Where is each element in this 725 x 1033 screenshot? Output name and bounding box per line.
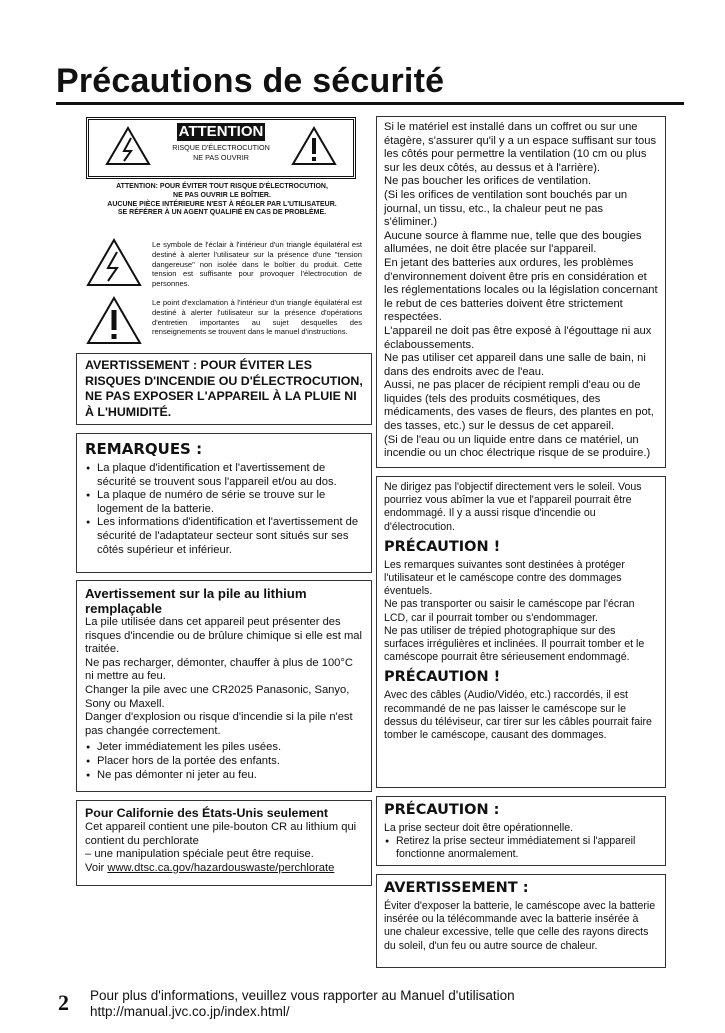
california-para-1: Cet appareil contient une pile-bouton CR au lithium qui contient du perchlorate	[85, 821, 357, 847]
plug-heading: PRÉCAUTION :	[384, 802, 500, 818]
exclamation-warning-icon	[291, 126, 337, 166]
remarques-box	[76, 433, 372, 573]
list-item: ● Jeter immédiatement les piles usées.	[85, 741, 363, 755]
page-title: Précautions de sécurité	[56, 62, 445, 100]
lithium-para-1: La pile utilisée dans cet appareil peut présenter des risques d'incendie ou de brûlure chimique si elle est mal traitée.	[85, 616, 362, 656]
lithium-list	[85, 741, 363, 782]
plug-precaution-box	[376, 796, 666, 866]
california-heading: Pour Californie des États-Unis seulement	[85, 806, 329, 820]
installation-para-8: Aussi, ne pas placer de récipient rempli d'eau ou de liquides (tels des produits cosmétiques, des médicaments, des vases de fleurs, des plantes en pot, des tasses, etc.) sur le dessus de cet appareil.	[384, 379, 654, 433]
lithium-box	[76, 580, 372, 792]
exclamation-description: Le point d'exclamation à l'intérieur d'un triangle équilatéral est destiné à alerter l'utilisateur sur la présence d'opérations d'entretien importantes au sujet desquelles des renseignements se trouvent dans le manuel d'instructions.	[152, 298, 362, 337]
footer-line-1: Pour plus d'informations, veuillez vous rapporter au Manuel d'utilisation	[90, 988, 515, 1003]
sun-para-2: Les remarques suivantes sont destinées à protéger l'utilisateur et le caméscope contre des dommages éventuels.	[384, 558, 625, 598]
plug-list	[384, 835, 658, 861]
california-box	[76, 800, 372, 886]
installation-para-9: (Si de l'eau ou un liquide entre dans ce matériel, un incendie ou un choc électrique risque de se produire.)	[384, 433, 651, 460]
installation-para-6: L'appareil ne doit pas être exposé à l'égouttage ni aux éclaboussements.	[384, 324, 652, 351]
page-number: 2	[58, 990, 69, 1015]
lithium-heading: Avertissement sur la pile au lithium remplaçable	[85, 586, 307, 616]
lightning-triangle-icon	[86, 238, 142, 288]
list-item: ● Ne pas démonter ni jeter au feu.	[85, 769, 363, 783]
list-item: ● La plaque d'identification et l'avertissement de sécurité se trouvent sous l'appareil et/ou au dos.	[85, 462, 363, 489]
exclamation-triangle-icon	[86, 296, 142, 346]
warn-line-1: POUR ÉVITER TOUT RISQUE D'ÉLECTROCUTION,	[157, 183, 328, 190]
installation-para-2: Ne pas boucher les orifices de ventilation.	[384, 175, 592, 188]
warn-line-4: SE RÉFÉRER À UN AGENT QUALIFIÉ EN CAS DE PROBLÈME.	[117, 209, 327, 217]
installation-para-5: En jetant des batteries aux ordures, les problèmes d'environnement doivent être pris en considération et les réglementations locales ou la législation concernant le rebut de ces batteries doivent être strictement respectées.	[384, 256, 658, 324]
attention-bold: ATTENTION:	[116, 183, 158, 190]
footer-text	[90, 988, 515, 1020]
sun-para-3: Ne pas transporter ou saisir le caméscope par l'écran LCD, car il pourrait tomber ou s'endommager.	[384, 598, 635, 624]
attention-warning-text	[86, 183, 358, 218]
sun-para-4: Ne pas utiliser de trépied photographique sur des surfaces irrégulières et inclinées. Il pourrait tomber et le caméscope pourrait être sérieusement endommagé.	[384, 624, 645, 664]
shock-line-2: NE PAS OUVRIR	[193, 153, 249, 162]
installation-box	[376, 116, 666, 468]
list-item: ● Placer hors de la portée des enfants.	[85, 755, 363, 769]
precaution-heading-2: PRÉCAUTION !	[384, 669, 501, 686]
installation-para-4: Aucune source à flamme nue, telle que des bougies allumées, ne doit être placée sur l'appareil.	[384, 229, 642, 256]
remarques-list	[85, 462, 363, 557]
installation-para-1: Si le matériel est installé dans un coffret ou sur une étagère, s'assurer qu'il y a un espace suffisant sur tous les côtés pour permettre la ventilation (10 cm ou plus sur les deux côtés, au dessus et à l'arrière).	[384, 121, 657, 174]
lightning-description: Le symbole de l'éclair à l'intérieur d'un triangle équilatéral est destiné à alerter l'utilisateur sur la présence d'une "tension dangereuse" non isolée dans le boîtier du produit. Cette tension est suffisante pour provoquer l'électrocution de personnes.	[152, 240, 362, 289]
installation-para-3: (Si les orifices de ventilation sont bouchés par un journal, un tissu, etc., la chaleur peut ne pas s'éliminer.)	[384, 188, 628, 229]
title-rule	[56, 102, 684, 105]
california-para-2: – une manipulation spéciale peut être requise.	[85, 848, 314, 861]
attention-label: ATTENTION	[178, 123, 264, 140]
remarques-heading: REMARQUES :	[85, 440, 203, 458]
lithium-para-3: Changer la pile avec une CR2025 Panasonic, Sanyo, Sony ou Maxell.	[85, 683, 350, 710]
lithium-para-4: Danger d'explosion ou risque d'incendie si la pile n'est pas changée correctement.	[85, 711, 353, 737]
shock-line-1: RISQUE D'ÉLECTROCUTION	[172, 143, 270, 152]
warn-line-2: NE PAS OUVRIR LE BOÎTIER.	[173, 191, 271, 199]
precaution-heading-1: PRÉCAUTION !	[384, 538, 501, 555]
list-item: ● La plaque de numéro de série se trouve sur le logement de la batterie.	[85, 489, 363, 516]
attention-banner	[86, 117, 356, 179]
sun-para-1: Ne dirigez pas l'objectif directement vers le soleil. Vous pourriez vous abîmer la vue et l'appareil pourrait être endommagé. Il y a aussi risque d'incendie ou d'électrocution.	[384, 481, 642, 533]
lithium-para-2: Ne pas recharger, démonter, chauffer à plus de 100°C ni mettre au feu.	[85, 656, 353, 683]
battery-warning-box	[376, 874, 666, 968]
plug-para-1: La prise secteur doit être opérationnelle.	[384, 822, 574, 834]
voir-label: Voir	[85, 861, 108, 874]
battery-para-1: Éviter d'exposer la batterie, le caméscope avec la batterie insérée ou la télécommande avec la batterie insérée à une chaleur excessive, telle que celle des rayons directs du soleil, d'un feu ou autre source de chaleur.	[384, 900, 656, 952]
list-item: ● Les informations d'identification et l'avertissement de sécurité de l'adaptateur secteur sont situés sur ses côtés supérieur et inférieur.	[85, 516, 363, 557]
sun-precaution-box	[376, 476, 666, 788]
fire-warning-text: AVERTISSEMENT : POUR ÉVITER LES RISQUES D'INCENDIE OU D'ÉLECTROCUTION, NE PAS EXPOSER L'APPAREIL À LA PLUIE NI À L'HUMIDITÉ.	[85, 358, 363, 419]
battery-heading: AVERTISSEMENT :	[384, 880, 529, 896]
installation-para-7: Ne pas utiliser cet appareil dans une salle de bain, ni dans des endroits avec de l'eau.	[384, 352, 646, 378]
warn-line-3: AUCUNE PIÈCE INTÉRIEURE N'EST À RÉGLER PAR L'UTILISATEUR.	[107, 200, 337, 208]
list-item: ● Retirez la prise secteur immédiatement si l'appareil fonctionne anormalement.	[384, 835, 658, 861]
lightning-warning-icon	[105, 126, 151, 166]
footer-line-2[interactable]: http://manual.jvc.co.jp/index.html/	[90, 1004, 290, 1019]
perchlorate-link[interactable]: www.dtsc.ca.gov/hazardouswaste/perchlorate	[107, 861, 335, 874]
fire-warning-box	[76, 353, 372, 425]
sun-para-5: Avec des câbles (Audio/Vidéo, etc.) raccordés, il est recommandé de ne pas laisser le caméscope sur le dessus du téléviseur, car tirer sur les câbles pourrait faire tomber le caméscope, causant des dommages.	[384, 689, 652, 742]
